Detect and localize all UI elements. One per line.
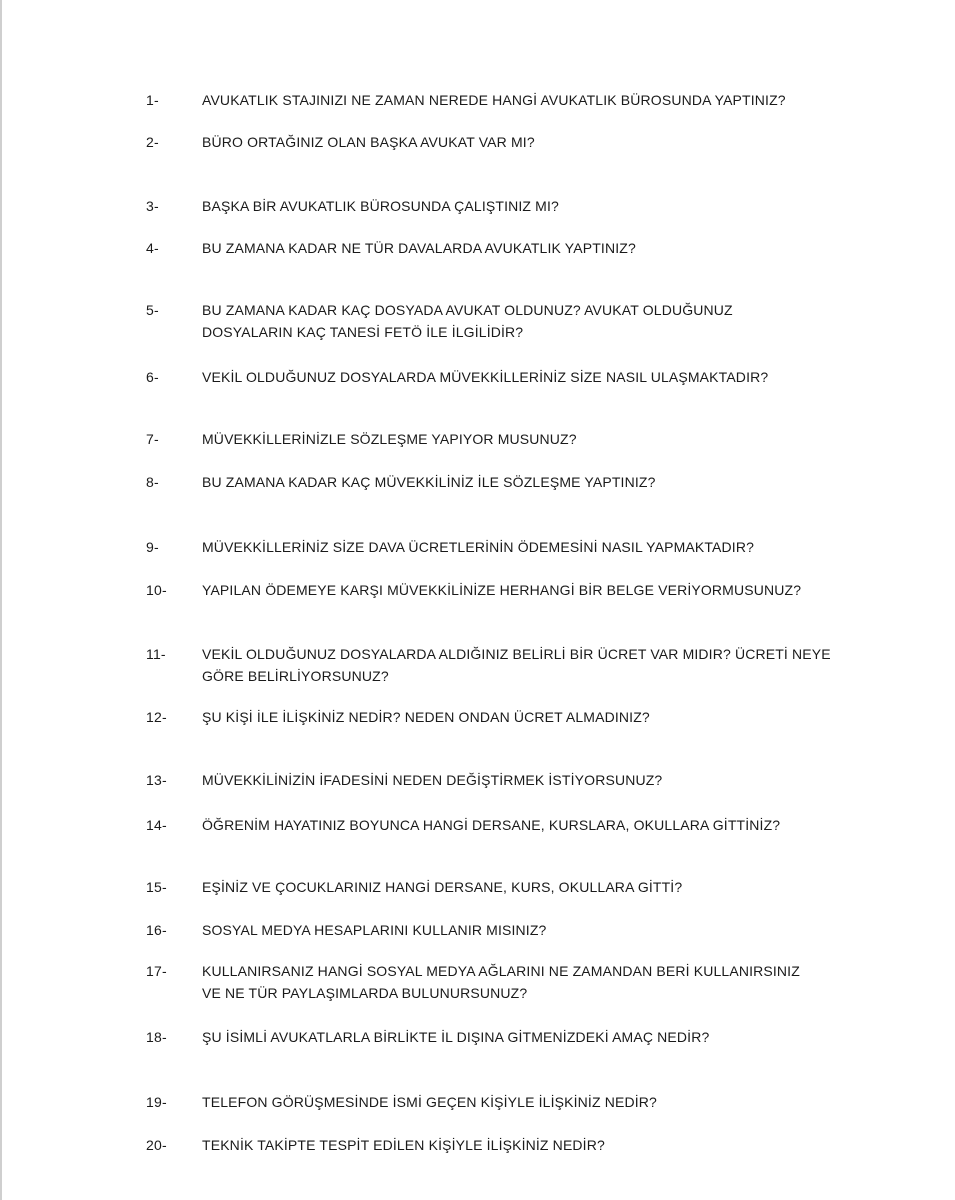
question-text: MÜVEKKİLLERİNİZ SİZE DAVA ÜCRETLERİNİN ÖDEMESİNİ NASIL YAPMAKTADIR?	[202, 539, 755, 555]
page-left-edge	[0, 0, 2, 1200]
question-number: 5-	[146, 302, 159, 318]
question-text: TELEFON GÖRÜŞMESİNDE İSMİ GEÇEN KİŞİYLE İLİŞKİNİZ NEDİR?	[202, 1094, 657, 1110]
question-number: 14-	[146, 817, 167, 833]
question-number: 2-	[146, 134, 159, 150]
question-number: 12-	[146, 709, 167, 725]
question-text: BU ZAMANA KADAR KAÇ MÜVEKKİLİNİZ İLE SÖZLEŞME YAPTINIZ?	[202, 474, 656, 490]
question-number: 15-	[146, 879, 167, 895]
question-text: AVUKATLIK STAJINIZI NE ZAMAN NEREDE HANGİ AVUKATLIK BÜROSUNDA YAPTINIZ?	[202, 92, 786, 108]
question-number: 16-	[146, 922, 167, 938]
question-text: ŞU İSİMLİ AVUKATLARLA BİRLİKTE İL DIŞINA GİTMENİZDEKİ AMAÇ NEDİR?	[202, 1029, 710, 1045]
question-text: BU ZAMANA KADAR KAÇ DOSYADA AVUKAT OLDUNUZ? AVUKAT OLDUĞUNUZ DOSYALARIN KAÇ TANESİ FETÖ İLE İLGİLİDİR?	[202, 302, 733, 340]
question-number: 10-	[146, 582, 167, 598]
question-number: 17-	[146, 963, 167, 979]
question-text: MÜVEKKİLLERİNİZLE SÖZLEŞME YAPIYOR MUSUNUZ?	[202, 431, 577, 447]
question-text: BAŞKA BİR AVUKATLIK BÜROSUNDA ÇALIŞTINIZ MI?	[202, 198, 559, 214]
question-number: 7-	[146, 431, 159, 447]
question-number: 8-	[146, 474, 159, 490]
question-text: YAPILAN ÖDEMEYE KARŞI MÜVEKKİLİNİZE HERHANGİ BİR BELGE VERİYORMUSUNUZ?	[202, 582, 802, 598]
question-text: VEKİL OLDUĞUNUZ DOSYALARDA MÜVEKKİLLERİNİZ SİZE NASIL ULAŞMAKTADIR?	[202, 369, 769, 385]
question-text: TEKNİK TAKİPTE TESPİT EDİLEN KİŞİYLE İLİŞKİNİZ NEDİR?	[202, 1137, 605, 1153]
question-number: 13-	[146, 772, 167, 788]
question-number: 4-	[146, 240, 159, 256]
question-text: BU ZAMANA KADAR NE TÜR DAVALARDA AVUKATLIK YAPTINIZ?	[202, 240, 636, 256]
question-number: 20-	[146, 1137, 167, 1153]
question-text: ŞU KİŞİ İLE İLİŞKİNİZ NEDİR? NEDEN ONDAN ÜCRET ALMADINIZ?	[202, 709, 650, 725]
question-number: 19-	[146, 1094, 167, 1110]
question-number: 6-	[146, 369, 159, 385]
question-number: 9-	[146, 539, 159, 555]
question-text: ÖĞRENİM HAYATINIZ BOYUNCA HANGİ DERSANE, KURSLARA, OKULLARA GİTTİNİZ?	[202, 817, 781, 833]
question-text: SOSYAL MEDYA HESAPLARINI KULLANIR MISINIZ?	[202, 922, 547, 938]
question-number: 3-	[146, 198, 159, 214]
question-number: 18-	[146, 1029, 167, 1045]
question-text: BÜRO ORTAĞINIZ OLAN BAŞKA AVUKAT VAR MI?	[202, 134, 535, 150]
question-number: 1-	[146, 92, 159, 108]
question-text: EŞİNİZ VE ÇOCUKLARINIZ HANGİ DERSANE, KURS, OKULLARA GİTTİ?	[202, 879, 683, 895]
question-text: MÜVEKKİLİNİZİN İFADESİNİ NEDEN DEĞİŞTİRMEK İSTİYORSUNUZ?	[202, 772, 663, 788]
question-text: VEKİL OLDUĞUNUZ DOSYALARDA ALDIĞINIZ BELİRLİ BİR ÜCRET VAR MIDIR? ÜCRETİ NEYE GÖRE BELİRLİYORSUNUZ?	[202, 646, 831, 684]
question-text: KULLANIRSANIZ HANGİ SOSYAL MEDYA AĞLARINI NE ZAMANDAN BERİ KULLANIRSINIZ VE NE TÜR PAYLAŞIMLARDA BULUNURSUNUZ?	[202, 963, 800, 1001]
question-number: 11-	[146, 646, 166, 662]
